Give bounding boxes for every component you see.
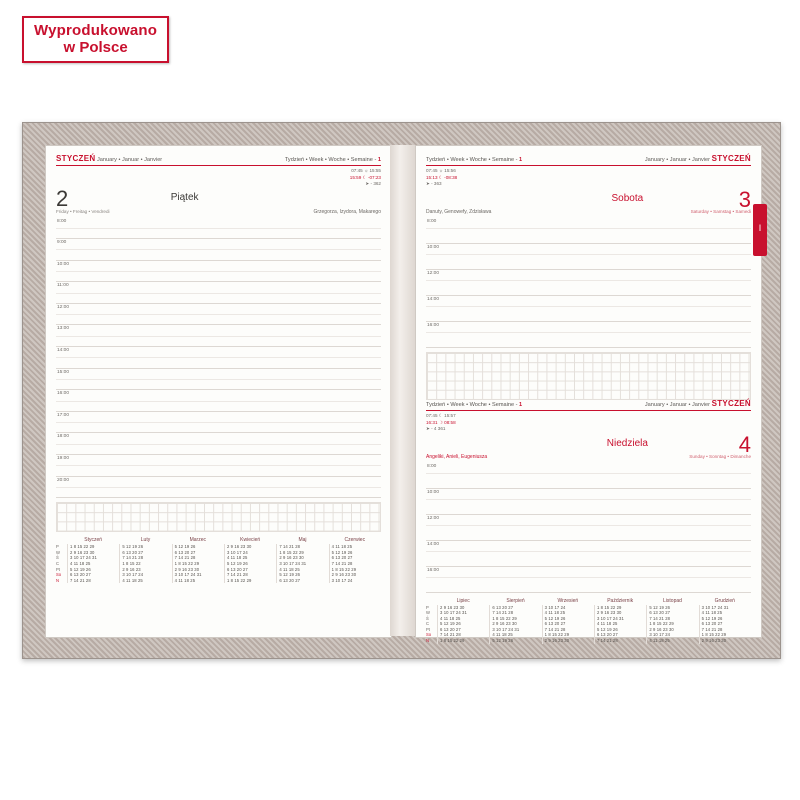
- weekday-label: C: [56, 561, 60, 566]
- planner-book: [22, 122, 781, 659]
- mini-week-row: 2 9 16 23: [122, 566, 141, 572]
- hour-row[interactable]: [56, 325, 381, 347]
- mini-week-row: 1 8 15 22 29: [544, 632, 570, 638]
- hour-row[interactable]: [426, 296, 751, 322]
- left-page: [45, 145, 392, 638]
- mini-week-row: 6 13 20 27: [226, 566, 248, 572]
- mini-week-row: 4 11 18 25: [122, 577, 143, 583]
- hour-label: 16:00: [427, 567, 440, 573]
- hour-label: 19:00: [57, 456, 70, 462]
- badge-line-1: Wyprodukowano: [34, 22, 158, 39]
- mini-week-row: 3 10 17 24: [226, 549, 248, 555]
- mini-week-row: 4 11 18 25: [544, 610, 566, 616]
- hour-row[interactable]: [426, 541, 751, 567]
- mini-week-row: 1 8 15 22 29: [174, 561, 200, 566]
- mini-week-row: 4 11 18 25: [596, 621, 618, 627]
- mini-week-row: 1 8 15 22 29: [701, 632, 727, 638]
- mini-month-column: [119, 544, 171, 583]
- hour-label: 15:00: [57, 369, 70, 375]
- mini-week-row: 3 10 17 24 31: [279, 561, 307, 566]
- mini-month-column: [172, 544, 224, 583]
- mini-month-label: Listopad: [663, 597, 682, 604]
- mini-week-row: 5 12 19 26: [279, 572, 301, 578]
- weekday-label: N: [426, 638, 430, 644]
- mini-week-row: 7 14 21 28: [440, 632, 461, 638]
- left-day-name: Piątek: [170, 191, 199, 203]
- hour-label: 13:00: [57, 326, 70, 332]
- right-top-header: [426, 154, 751, 166]
- mini-week-row: 6 13 20 27: [649, 610, 671, 616]
- weekday-label: P: [56, 544, 59, 550]
- mini-week-row: 1 8 15 22: [122, 561, 141, 566]
- mini-week-row: 3 10 17 24 31: [492, 626, 520, 632]
- mini-week-row: 1 8 15 22 29: [70, 544, 95, 550]
- mini-month-label: Kwiecień: [240, 537, 261, 544]
- mini-week-row: 4 11 18 25: [226, 555, 248, 561]
- hour-label: 10:00: [57, 261, 70, 267]
- left-day-name-block: [68, 192, 301, 203]
- right-top-day-name: Sobota: [611, 192, 644, 204]
- right-top-month-block: [645, 154, 751, 163]
- right-bottom-astro-moon: 16:31 ☽ 08:58: [426, 419, 456, 425]
- right-top-week-number: 1: [519, 157, 523, 163]
- hour-label: 14:00: [427, 296, 440, 302]
- mini-week-row: 1 8 15 22 29: [649, 621, 674, 627]
- weekday-label: P: [426, 604, 429, 610]
- mini-week-row: 4 11 18 25: [492, 632, 513, 638]
- right-bottom-day-name-langs: Sunday • Sonntag • Dimanche: [689, 453, 751, 459]
- mini-month-column: [542, 605, 594, 644]
- right-bottom-day-name: Niedziela: [606, 437, 648, 449]
- mini-week-row: 5 12 19 26: [70, 566, 91, 572]
- right-top-content: [426, 154, 751, 400]
- mini-week-row: 5 12 19 26: [596, 626, 618, 632]
- right-bottom-month-langs: January • Januar • Janvier: [644, 402, 710, 408]
- weekday-label: Pt: [56, 566, 60, 572]
- hour-row[interactable]: [56, 239, 381, 261]
- right-mini-calendar-months: [426, 598, 751, 604]
- hour-row[interactable]: [56, 477, 381, 499]
- mini-month-column: [699, 605, 751, 644]
- right-mini-calendar-body: [426, 605, 751, 644]
- left-day-name-langs: Friday • Freitag • Vendredi: [56, 208, 110, 214]
- mini-week-row: 3 10 17 24: [122, 572, 144, 578]
- mini-month-column: [594, 605, 646, 644]
- made-in-poland-badge: [22, 16, 169, 63]
- left-week-label: [285, 157, 381, 163]
- hour-label: 14:00: [57, 348, 70, 354]
- mini-week-row: 2 9 16 23 30: [596, 610, 622, 616]
- right-top-astro-moon: 15:13 ☾ -08:38: [426, 174, 458, 180]
- mini-week-row: 5 12 19 26: [544, 615, 566, 621]
- hour-label: 17:00: [57, 412, 70, 418]
- mini-week-row: 6 13 20 27: [279, 577, 301, 583]
- mini-week-row: 7 14 21 28: [331, 561, 353, 566]
- mini-month-column: [646, 605, 698, 644]
- hour-label: 14:00: [427, 541, 440, 547]
- mini-month-column: [489, 605, 541, 644]
- mini-month-column: [437, 605, 489, 644]
- right-top-week-label: [426, 157, 522, 163]
- hour-row[interactable]: [426, 567, 751, 593]
- hour-row[interactable]: [56, 282, 381, 304]
- mini-week-row: 4 11 18 25: [70, 561, 91, 566]
- right-mini-calendar: [426, 598, 751, 644]
- mini-week-row: 7 14 21 28: [544, 626, 566, 632]
- left-astro-days: ➤ - 362: [365, 181, 381, 186]
- mini-week-row: 6 13 20 27: [174, 549, 196, 555]
- mini-week-row: 6 13 20 27: [122, 549, 144, 555]
- mini-month-label: Styczeń: [84, 537, 103, 544]
- left-day-namedays: Grzegorza, Izydora, Makarego: [313, 208, 381, 215]
- mini-week-row: 2 9 16 23 30: [174, 566, 200, 572]
- mini-week-row: 1 8 15 22 29: [226, 577, 252, 583]
- mini-week-row: 3 10 17 24: [331, 577, 353, 583]
- mini-week-row: 1 8 15 22 29: [492, 615, 517, 621]
- mini-week-row: 1 8 15 22 29: [596, 604, 622, 610]
- left-week-number: 1: [377, 157, 381, 163]
- mini-week-row: 5 12 19 26: [701, 615, 723, 621]
- mini-month-column: [224, 544, 276, 583]
- weekday-label: Pt: [426, 626, 430, 632]
- right-top-astro-days: ➤ - 363: [426, 181, 442, 186]
- mini-week-row: 6 13 20 27: [70, 572, 91, 578]
- weekday-label: W: [426, 610, 430, 616]
- mini-month-label: Luty: [140, 537, 151, 544]
- left-mini-calendar: [56, 537, 381, 583]
- hour-label: 9:00: [57, 240, 67, 246]
- mini-week-row: 4 11 18 25: [440, 615, 461, 621]
- hour-label: 10:00: [427, 244, 440, 250]
- mini-week-row: 2 9 16 23 30: [331, 572, 357, 578]
- weekday-label: N: [56, 577, 60, 583]
- mini-week-row: 4 11 18 25: [174, 577, 196, 583]
- mini-week-row: 6 13 20 27: [544, 621, 566, 627]
- left-hour-list: [56, 218, 381, 499]
- right-top-day-namedays: Danuty, Genowefy, Zdzisława: [426, 208, 492, 215]
- mini-month-label: Październik: [607, 597, 634, 604]
- mini-week-row: 3 10 17 24: [649, 632, 671, 638]
- right-top-day-name-langs: Saturday • Samstag • Samedi: [690, 208, 751, 214]
- right-bottom-day-number: 4: [738, 431, 751, 457]
- right-top-astro: [426, 168, 751, 188]
- mini-week-row: 2 9 16 23 30: [701, 638, 727, 644]
- right-top-day-number: 3: [738, 186, 751, 212]
- hour-label: 10:00: [427, 489, 440, 495]
- right-bottom-week-text: Tydzień • Week • Woche • Semaine -: [426, 402, 518, 408]
- mini-week-row: 5 12 19 26: [122, 544, 144, 550]
- mini-week-row: 1 8 15 22 29: [279, 549, 304, 555]
- weekday-column: [56, 544, 67, 583]
- mini-week-row: 2 9 16 23 30: [649, 626, 674, 632]
- hour-label: 8:00: [427, 218, 437, 224]
- right-top-week-text: Tydzień • Week • Woche • Semaine -: [426, 157, 518, 163]
- mini-week-row: 4 11 18 25: [701, 610, 723, 616]
- mini-week-row: 4 11 18 25: [279, 566, 300, 572]
- hour-row[interactable]: [56, 261, 381, 283]
- left-month-langs: January • Januar • Janvier: [97, 157, 163, 163]
- mini-week-row: 3 10 17 24 31: [701, 604, 729, 610]
- right-top-notes-grid[interactable]: [426, 352, 751, 400]
- left-month-name: STYCZEŃ: [56, 154, 96, 163]
- mini-month-column: [329, 544, 381, 583]
- month-tab-january[interactable]: [753, 204, 767, 256]
- mini-week-row: 4 11 18 25: [649, 638, 670, 644]
- hour-label: 12:00: [427, 270, 440, 276]
- mini-month-label: Maj: [298, 537, 307, 544]
- mini-week-row: 3 10 17 24: [544, 604, 566, 610]
- left-astro-info: [350, 168, 381, 188]
- mini-week-row: 7 14 21 28: [174, 555, 196, 561]
- hour-label: 18:00: [57, 434, 70, 440]
- mini-month-label: Wrzesień: [557, 597, 579, 604]
- mini-month-label: Marzec: [189, 537, 207, 544]
- weekday-label: Ś: [56, 555, 59, 561]
- mini-week-row: 5 12 19 26: [174, 544, 196, 550]
- mini-month-label: Grudzień: [714, 597, 735, 604]
- mini-week-row: 7 14 21 28: [279, 544, 301, 550]
- mini-month-column: [276, 544, 328, 583]
- right-bottom-header: [426, 399, 751, 411]
- left-page-content: [56, 154, 381, 583]
- right-bottom-astro-sun: 07:45 ☾ 15:57: [426, 413, 456, 418]
- right-top-hour-list: [426, 218, 751, 348]
- left-page-header: [56, 154, 381, 166]
- hour-label: 12:00: [427, 515, 440, 521]
- left-astro-sun: 07:45 ☼ 15:55: [351, 168, 381, 173]
- right-bottom-month-block: [645, 399, 751, 408]
- mini-week-row: 6 13 20 27: [492, 604, 514, 610]
- hour-row[interactable]: [426, 489, 751, 515]
- weekday-label: C: [426, 621, 430, 627]
- mini-week-row: 2 9 16 23 30: [440, 604, 465, 610]
- right-bottom-week-label: [426, 402, 522, 408]
- mini-month-label: Czerwiec: [344, 537, 366, 544]
- hour-row[interactable]: [426, 463, 751, 489]
- hour-row[interactable]: [56, 218, 381, 240]
- month-tab-label: I: [758, 223, 762, 233]
- mini-month-label: Sierpień: [506, 597, 525, 604]
- hour-label: 20:00: [57, 477, 70, 483]
- hour-row[interactable]: [426, 515, 751, 541]
- left-week-text: Tydzień • Week • Woche • Semaine -: [284, 157, 377, 163]
- right-top-astro-sun: 07:45 ☼ 15:56: [426, 168, 456, 173]
- mini-week-row: 7 14 21 28: [649, 615, 671, 621]
- mini-week-row: 5 12 19 26: [492, 638, 514, 644]
- hour-label: 16:00: [57, 391, 70, 397]
- hour-label: 12:00: [57, 304, 70, 310]
- mini-week-row: 2 9 16 23 30: [70, 549, 95, 555]
- hour-label: 11:00: [57, 283, 69, 289]
- mini-week-row: 5 12 19 26: [226, 561, 248, 566]
- right-bottom-hour-list: [426, 463, 751, 593]
- mini-week-row: 7 14 21 28: [226, 572, 248, 578]
- right-bottom-content: [426, 399, 751, 644]
- hour-row[interactable]: [56, 390, 381, 412]
- left-mini-calendar-months: [56, 537, 381, 543]
- hour-row[interactable]: [426, 244, 751, 270]
- mini-week-row: 2 9 16 23 30: [544, 638, 570, 644]
- mini-week-row: 7 14 21 28: [122, 555, 144, 561]
- left-day-number: 2: [56, 185, 69, 211]
- mini-week-row: 2 9 16 23 30: [226, 544, 252, 550]
- weekday-label: W: [56, 549, 60, 555]
- mini-week-row: 6 13 20 27: [331, 555, 353, 561]
- mini-week-row: 3 10 17 24 31: [70, 555, 97, 561]
- right-top-month-langs: January • Januar • Janvier: [644, 157, 710, 163]
- mini-week-row: 7 14 21 28: [701, 626, 723, 632]
- hour-row[interactable]: [56, 433, 381, 455]
- right-bottom-month-name: STYCZEŃ: [711, 399, 751, 408]
- mini-week-row: 3 10 17 24 31: [174, 572, 202, 578]
- weekday-label: So: [56, 572, 62, 578]
- right-bottom-astro-days: ➤ - 4 361: [426, 426, 446, 431]
- hour-row[interactable]: [56, 412, 381, 434]
- hour-row[interactable]: [426, 270, 751, 296]
- right-bottom-day-namedays: Angeliki, Anieli, Eugeniusza: [426, 453, 488, 460]
- hour-row[interactable]: [426, 322, 751, 348]
- left-mini-calendar-body: [56, 544, 381, 583]
- weekday-column: [426, 605, 437, 644]
- right-top-month-name: STYCZEŃ: [711, 154, 751, 163]
- mini-week-row: 5 12 19 26: [440, 621, 461, 627]
- mini-week-row: 5 12 19 26: [331, 549, 353, 555]
- mini-week-row: 6 13 20 27: [701, 621, 723, 627]
- weekday-label: Ś: [426, 615, 429, 621]
- mini-week-row: 2 9 16 23 30: [492, 621, 517, 627]
- mini-week-row: 7 14 21 28: [596, 638, 618, 644]
- right-bottom-astro: [426, 413, 751, 433]
- right-page: [415, 145, 762, 644]
- hour-row[interactable]: [56, 347, 381, 369]
- mini-week-row: 1 8 15 22 29: [331, 566, 357, 572]
- hour-row[interactable]: [426, 218, 751, 244]
- mini-week-row: 4 11 18 25: [331, 544, 353, 550]
- left-day-number-block: [56, 185, 69, 211]
- badge-line-2: w Polsce: [63, 39, 128, 56]
- hour-row[interactable]: [56, 369, 381, 391]
- mini-week-row: 2 9 16 23 30: [279, 555, 304, 561]
- right-bottom-week-number: 1: [519, 402, 523, 408]
- mini-week-row: 1 8 15 22 29: [440, 638, 465, 644]
- left-astro-moon: 15:59 ☾ -07:23: [349, 174, 381, 180]
- mini-week-row: 7 14 21 28: [492, 610, 514, 616]
- hour-row[interactable]: [56, 304, 381, 326]
- hour-label: 16:00: [427, 322, 440, 328]
- hour-label: 8:00: [427, 463, 437, 469]
- mini-month-label: Lipiec: [456, 597, 470, 604]
- mini-week-row: 3 10 17 24 31: [596, 615, 624, 621]
- mini-week-row: 3 10 17 24 31: [440, 610, 467, 616]
- left-month-block: [56, 154, 162, 163]
- hour-row[interactable]: [56, 455, 381, 477]
- mini-month-column: [67, 544, 119, 583]
- mini-week-row: 7 14 21 28: [70, 577, 91, 583]
- weekday-label: So: [426, 632, 432, 638]
- hour-label: 8:00: [57, 218, 67, 224]
- mini-week-row: 6 13 20 27: [440, 626, 461, 632]
- left-notes-grid[interactable]: [56, 502, 381, 532]
- mini-week-row: 6 13 20 27: [596, 632, 618, 638]
- mini-week-row: 5 12 19 26: [649, 604, 671, 610]
- book-spine: [390, 145, 415, 636]
